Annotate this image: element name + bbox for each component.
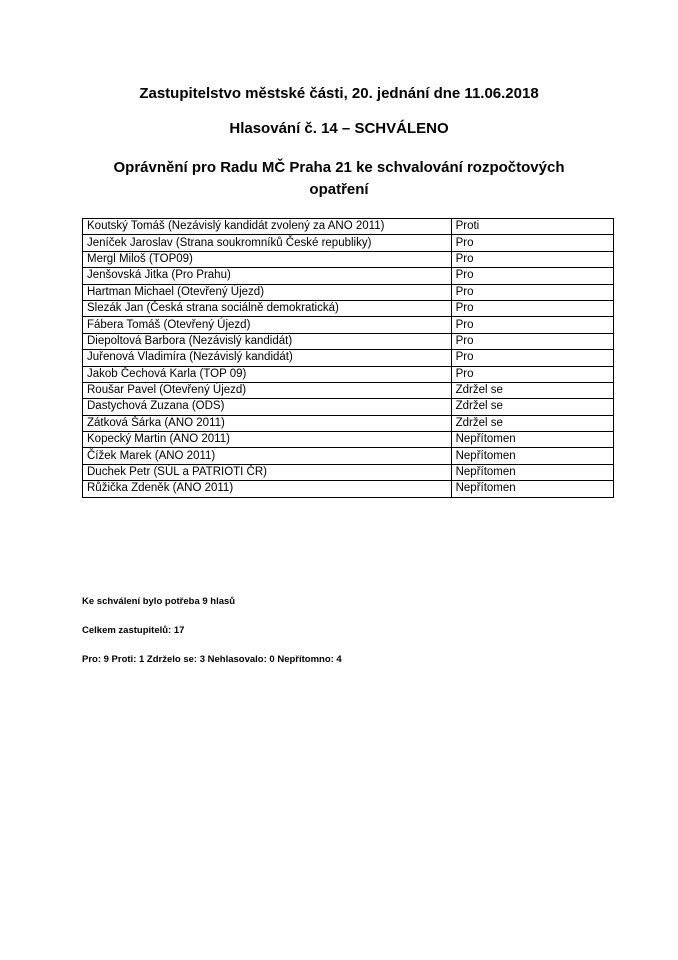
member-name-cell: Zátková Šárka (ANO 2011) bbox=[83, 415, 452, 431]
member-name-cell: Roušar Pavel (Otevřený Újezd) bbox=[83, 382, 452, 398]
member-name-cell: Čížek Marek (ANO 2011) bbox=[83, 448, 452, 464]
vote-cell: Zdržel se bbox=[451, 382, 613, 398]
table-row bbox=[83, 333, 614, 349]
member-name-cell: Růžička Zdeněk (ANO 2011) bbox=[83, 481, 452, 497]
member-name-cell: Hartman Michael (Otevřený Újezd) bbox=[83, 284, 452, 300]
table-row bbox=[83, 219, 614, 235]
vote-cell: Nepřítomen bbox=[451, 464, 613, 480]
votes-required-text: Ke schválení bylo potřeba 9 hlasů bbox=[82, 596, 236, 607]
member-name-cell: Jeníček Jaroslav (Strana soukromníků České republiky) bbox=[83, 235, 452, 251]
table-row bbox=[83, 399, 614, 415]
vote-tally-text: Pro: 9 Proti: 1 Zdrželo se: 3 Nehlasovalo: 0 Nepřítomno: 4 bbox=[82, 654, 342, 665]
vote-cell: Pro bbox=[451, 284, 613, 300]
vote-cell: Pro bbox=[451, 268, 613, 284]
member-name-cell: Mergl Miloš (TOP09) bbox=[83, 251, 452, 267]
table-row bbox=[83, 432, 614, 448]
member-name-cell: Diepoltová Barbora (Nezávislý kandidát) bbox=[83, 333, 452, 349]
votes-table bbox=[82, 218, 614, 498]
table-row bbox=[83, 481, 614, 497]
table-row bbox=[83, 415, 614, 431]
vote-subject: Oprávnění pro Radu MČ Praha 21 ke schvalování rozpočtových opatření bbox=[113, 159, 565, 198]
votes-table-body bbox=[83, 219, 614, 498]
vote-cell: Pro bbox=[451, 317, 613, 333]
table-row bbox=[83, 366, 614, 382]
member-name-cell: Koutský Tomáš (Nezávislý kandidát zvolený za ANO 2011) bbox=[83, 219, 452, 235]
vote-cell: Proti bbox=[451, 219, 613, 235]
table-row bbox=[83, 284, 614, 300]
member-name-cell: Dastychová Zuzana (ODS) bbox=[83, 399, 452, 415]
table-row bbox=[83, 448, 614, 464]
table-row bbox=[83, 268, 614, 284]
table-row bbox=[83, 382, 614, 398]
vote-cell: Pro bbox=[451, 366, 613, 382]
member-name-cell: Jakob Čechová Karla (TOP 09) bbox=[83, 366, 452, 382]
table-row bbox=[83, 350, 614, 366]
vote-cell: Pro bbox=[451, 350, 613, 366]
member-name-cell: Jenšovská Jitka (Pro Prahu) bbox=[83, 268, 452, 284]
vote-cell: Nepřítomen bbox=[451, 481, 613, 497]
meeting-heading: Zastupitelstvo městské části, 20. jednání dne 11.06.2018 bbox=[139, 85, 539, 102]
vote-cell: Nepřítomen bbox=[451, 432, 613, 448]
vote-cell: Pro bbox=[451, 300, 613, 316]
vote-cell: Nepřítomen bbox=[451, 448, 613, 464]
vote-cell: Pro bbox=[451, 251, 613, 267]
member-name-cell: Kopecký Martin (ANO 2011) bbox=[83, 432, 452, 448]
member-name-cell: Slezák Jan (Česká strana sociálně demokratická) bbox=[83, 300, 452, 316]
member-name-cell: Juřenová Vladimíra (Nezávislý kandidát) bbox=[83, 350, 452, 366]
table-row bbox=[83, 317, 614, 333]
vote-cell: Pro bbox=[451, 333, 613, 349]
vote-title: Hlasování č. 14 – SCHVÁLENO bbox=[229, 120, 449, 137]
member-name-cell: Fábera Tomáš (Otevřený Újezd) bbox=[83, 317, 452, 333]
total-members-text: Celkem zastupitelů: 17 bbox=[82, 625, 185, 636]
table-row bbox=[83, 251, 614, 267]
table-row bbox=[83, 300, 614, 316]
table-row bbox=[83, 464, 614, 480]
vote-cell: Zdržel se bbox=[451, 399, 613, 415]
table-row bbox=[83, 235, 614, 251]
vote-cell: Zdržel se bbox=[451, 415, 613, 431]
member-name-cell: Duchek Petr (SÚL a PATRIOTI ČR) bbox=[83, 464, 452, 480]
vote-cell: Pro bbox=[451, 235, 613, 251]
